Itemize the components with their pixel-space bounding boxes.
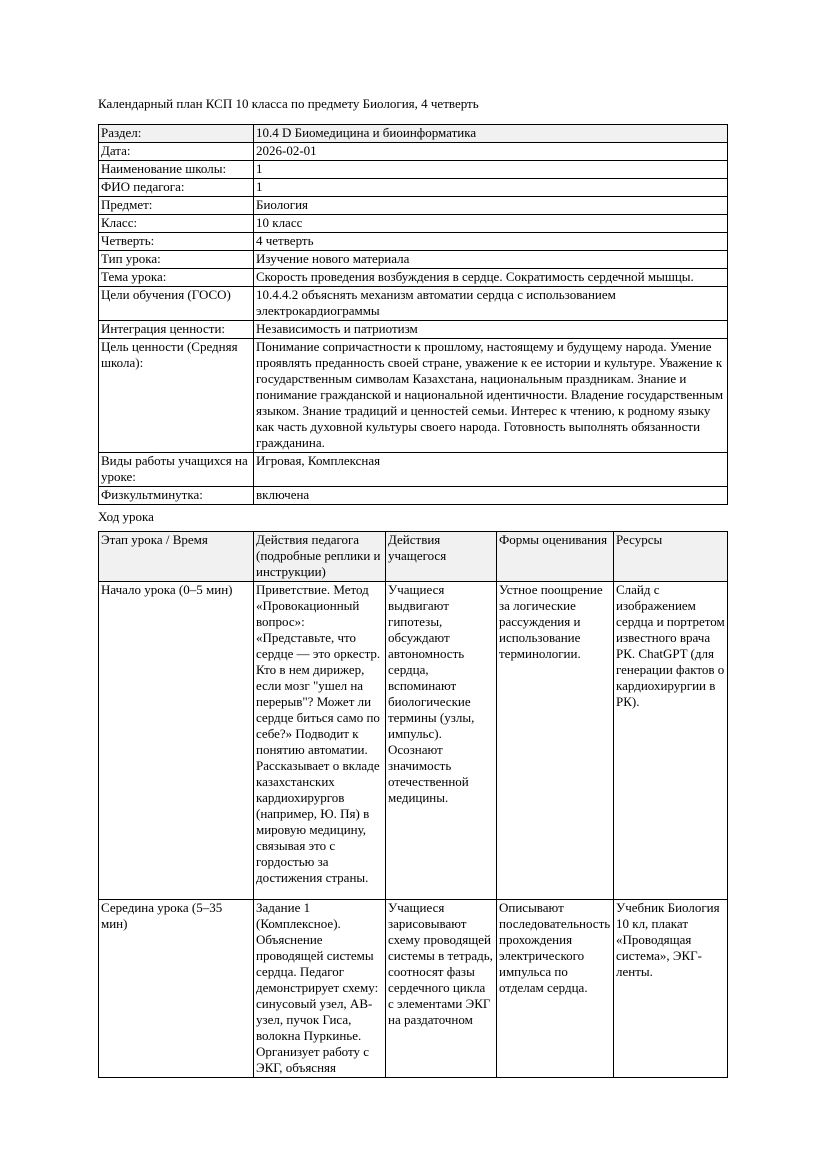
student-actions-cell bbox=[386, 900, 497, 1078]
student-actions-cell: Учащиеся выдвигают гипотезы, обсуждают автономность сердца, вспоминают биологические термины (узлы, импульс). Осознают значимость отечественной медицины. bbox=[386, 582, 497, 900]
lesson-flow-table bbox=[98, 531, 728, 1078]
info-label: Четверть: bbox=[99, 233, 254, 251]
assessment-cell bbox=[497, 900, 614, 1078]
resources-cell: Слайд с изображением сердца и портретом известного врача РК. ChatGPT (для генерации фактов о кардиохирургии в РК). bbox=[614, 582, 728, 900]
info-value: Понимание сопричастности к прошлому, настоящему и будущему народа. Умение проявлять преданность своей стране, уважение к ее истории и культуре. Уважение к государственным символам Казахстана, национальным праздникам. Знание и понимание гражданской и национальной идентичности. Владение государственным языком. Знание традиций и ценностей семьи. Интерес к чтению, к родному языку как часть духовной культуры своего народа. Готовность выполнять обязанности гражданина. bbox=[254, 339, 728, 453]
column-header-student-actions: Действия учащегося bbox=[386, 532, 497, 582]
info-label: Цели обучения (ГОСО) bbox=[99, 287, 254, 321]
info-label: Дата: bbox=[99, 143, 254, 161]
table-header-row bbox=[99, 532, 728, 582]
table-row bbox=[99, 179, 728, 197]
info-value: 10.4 D Биомедицина и биоинформатика bbox=[254, 125, 728, 143]
info-label: ФИО педагога: bbox=[99, 179, 254, 197]
info-value: 10 класс bbox=[254, 215, 728, 233]
info-label: Интеграция ценности: bbox=[99, 321, 254, 339]
table-row bbox=[99, 453, 728, 487]
table-row bbox=[99, 125, 728, 143]
info-label: Класс: bbox=[99, 215, 254, 233]
info-label: Тип урока: bbox=[99, 251, 254, 269]
column-header-assessment: Формы оценивания bbox=[497, 532, 614, 582]
student-actions-text: Учащиеся зарисовывают схему проводящей системы в тетрадь, соотносят фазы сердечного цикла с элементами ЭКГ на раздаточном bbox=[388, 900, 493, 1027]
table-row bbox=[99, 900, 728, 1078]
assessment-text: Описывают последовательность прохождения электрического импульса по отделам сердца. bbox=[499, 900, 611, 995]
info-value: 1 bbox=[254, 161, 728, 179]
info-value: Изучение нового материала bbox=[254, 251, 728, 269]
assessment-cell: Устное поощрение за логические рассуждения и использование терминологии. bbox=[497, 582, 614, 900]
table-row bbox=[99, 143, 728, 161]
table-row bbox=[99, 215, 728, 233]
info-label: Тема урока: bbox=[99, 269, 254, 287]
table-row bbox=[99, 321, 728, 339]
teacher-actions-text: Задание 1 (Комплексное). Объяснение проводящей системы сердца. Педагог демонстрирует схему: синусовый узел, АВ-узел, пучок Гиса, волокна Пуркинье. Организует работу с ЭКГ, объясняя bbox=[256, 900, 379, 1075]
info-value: 2026-02-01 bbox=[254, 143, 728, 161]
teacher-actions-cell bbox=[254, 900, 386, 1078]
info-value: 10.4.4.2 объяснять механизм автоматии сердца с использованием электрокардиограммы bbox=[254, 287, 728, 321]
table-row bbox=[99, 251, 728, 269]
stage-cell bbox=[99, 900, 254, 1078]
info-label: Раздел: bbox=[99, 125, 254, 143]
info-label: Предмет: bbox=[99, 197, 254, 215]
table-row bbox=[99, 161, 728, 179]
stage-text: Середина урока (5–35 мин) bbox=[101, 900, 223, 931]
resources-cell bbox=[614, 900, 728, 1078]
info-value: Игровая, Комплексная bbox=[254, 453, 728, 487]
table-row bbox=[99, 197, 728, 215]
info-value: Скорость проведения возбуждения в сердце. Сократимость сердечной мышцы. bbox=[254, 269, 728, 287]
info-label: Наименование школы: bbox=[99, 161, 254, 179]
resources-text: Учебник Биология 10 кл, плакат «Проводящая система», ЭКГ-ленты. bbox=[616, 900, 720, 979]
stage-cell: Начало урока (0–5 мин) bbox=[99, 582, 254, 900]
info-value: Независимость и патриотизм bbox=[254, 321, 728, 339]
column-header-resources: Ресурсы bbox=[614, 532, 728, 582]
info-value: 4 четверть bbox=[254, 233, 728, 251]
table-row bbox=[99, 487, 728, 505]
section-heading: Ход урока bbox=[98, 509, 154, 524]
table-row bbox=[99, 233, 728, 251]
table-row bbox=[99, 287, 728, 321]
info-label: Физкультминутка: bbox=[99, 487, 254, 505]
column-header-stage: Этап урока / Время bbox=[99, 532, 254, 582]
info-label: Цель ценности (Средняя школа): bbox=[99, 339, 254, 453]
table-row bbox=[99, 269, 728, 287]
table-row bbox=[99, 339, 728, 453]
lesson-info-table bbox=[98, 124, 728, 505]
table-row bbox=[99, 582, 728, 900]
info-value: 1 bbox=[254, 179, 728, 197]
document-title: Календарный план КСП 10 класса по предмету Биология, 4 четверть bbox=[98, 96, 479, 111]
teacher-actions-cell: Приветствие. Метод «Провокационный вопрос»: «Представьте, что сердце — это оркестр. Кто в нем дирижер, если мозг "ушел на перерыв"? Может ли сердце биться само по себе?» Подводит к понятию автоматии. Рассказывает о вкладе казахстанских кардиохирургов (например, Ю. Пя) в мировую медицину, связывая это с гордостью за достижения страны. bbox=[254, 582, 386, 900]
info-value: Биология bbox=[254, 197, 728, 215]
info-label: Виды работы учащихся на уроке: bbox=[99, 453, 254, 487]
info-value: включена bbox=[254, 487, 728, 505]
column-header-teacher-actions: Действия педагога (подробные реплики и инструкции) bbox=[254, 532, 386, 582]
